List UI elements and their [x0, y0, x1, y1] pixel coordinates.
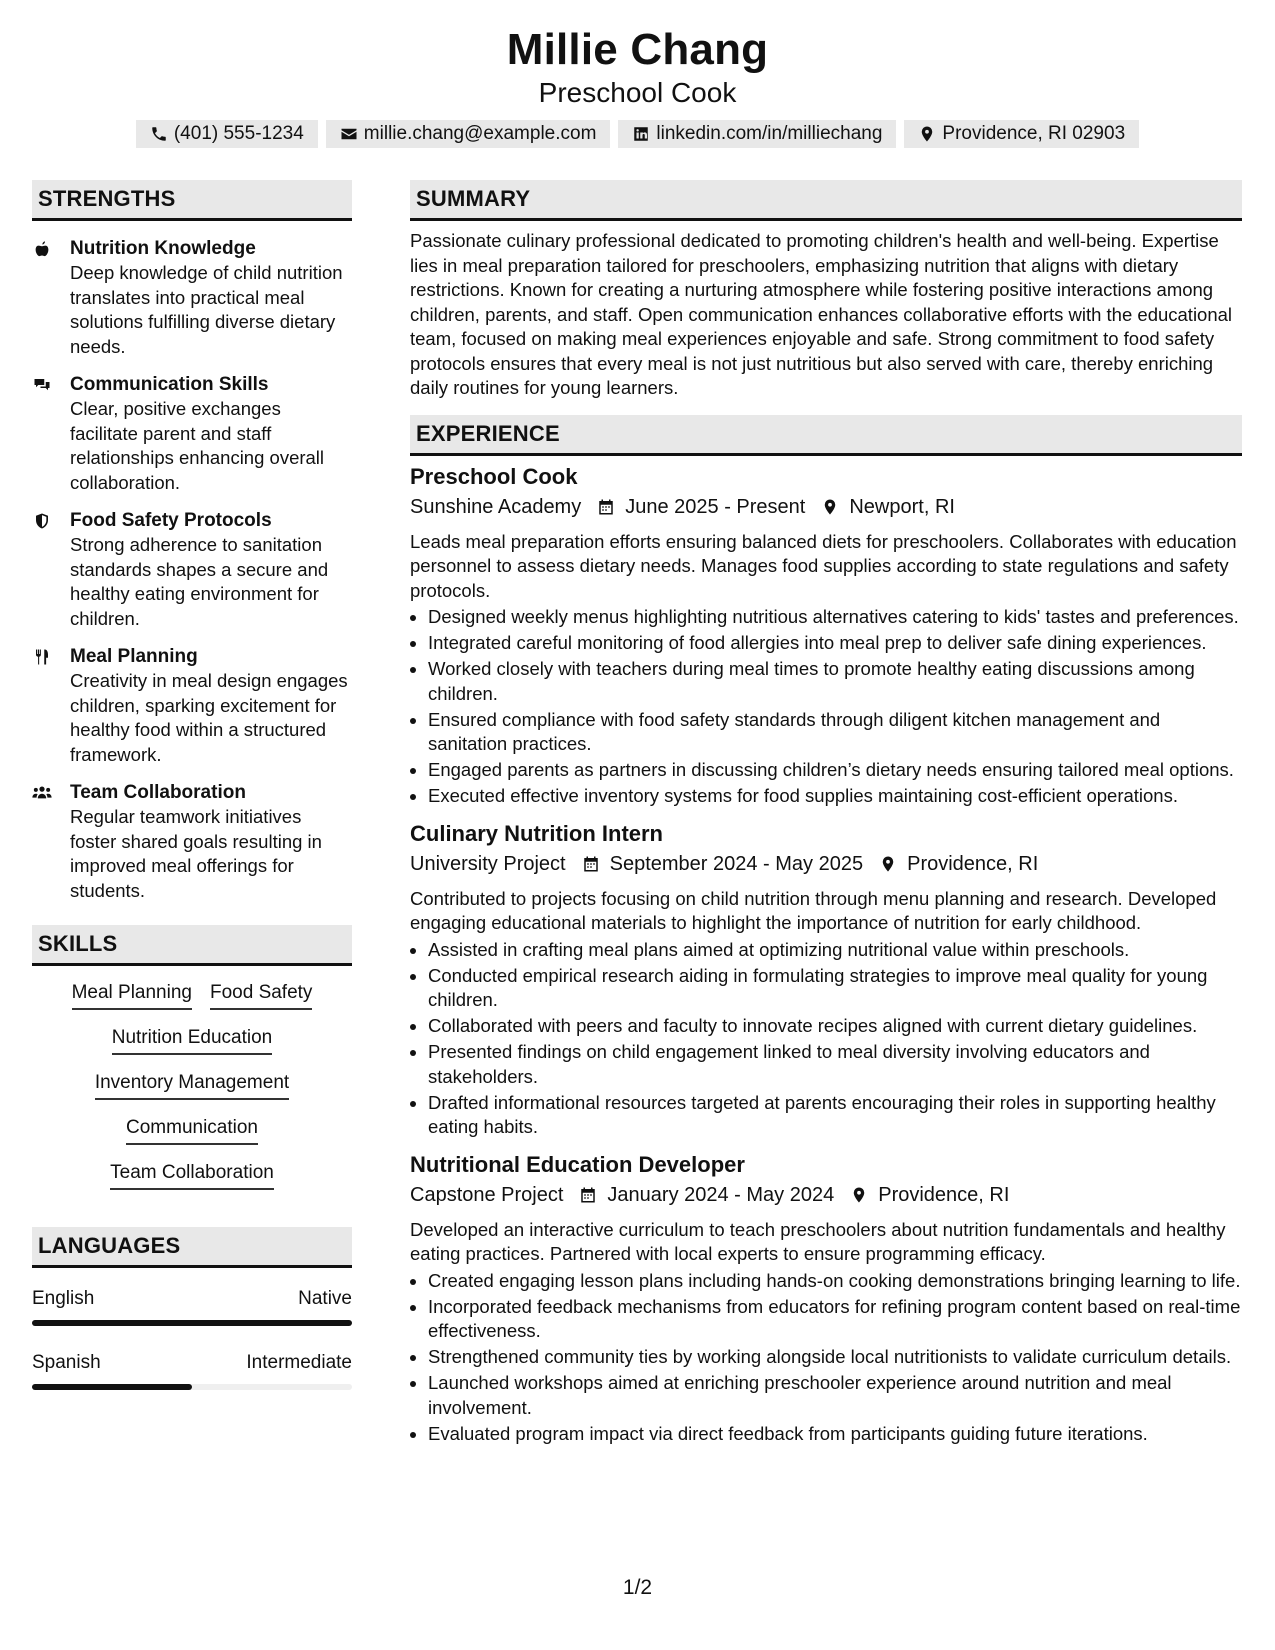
job-bullet: • Executed effective inventory systems for food supplies maintaining cost-efficient operations.: [428, 784, 1242, 809]
strength-desc: Deep knowledge of child nutrition translates into practical meal solutions fulfilling diverse dietary needs.: [70, 262, 343, 357]
job-location: Newport, RI: [849, 495, 955, 518]
contact-phone[interactable]: [136, 120, 318, 148]
job-org: Sunshine Academy: [410, 495, 582, 518]
strength-item: [32, 781, 352, 903]
job-meta: [410, 492, 1242, 522]
job-meta: [410, 1180, 1242, 1210]
strengths-list: [32, 221, 352, 903]
strength-title: Communication Skills: [70, 374, 269, 395]
skill-tag: Meal Planning: [72, 980, 192, 1010]
job-entry: [410, 819, 1242, 1140]
proficiency-bar: [32, 1320, 352, 1326]
job-location: Providence, RI: [878, 1183, 1010, 1206]
strengths-heading: STRENGTHS: [32, 180, 352, 221]
job-dates: January 2024 - May 2024: [607, 1183, 835, 1206]
job-bullets: [410, 605, 1242, 809]
summary-heading: SUMMARY: [410, 180, 1242, 221]
strength-item: [32, 237, 352, 359]
skill-tag: Nutrition Education: [112, 1025, 273, 1055]
users-icon: [32, 784, 52, 802]
candidate-name: Millie Chang: [506, 25, 769, 74]
calendar-icon: [579, 1185, 597, 1205]
contact-email[interactable]: [326, 120, 611, 148]
job-description: Contributed to projects focusing on child nutrition through menu planning and research. Developed engaging educational materials to highlight the importance of nutrition for early childhood.: [410, 887, 1217, 933]
job-location: Providence, RI: [907, 852, 1039, 875]
proficiency-bar-fill: [32, 1320, 352, 1326]
candidate-title: Preschool Cook: [538, 77, 737, 108]
job-title: Nutritional Education Developer: [410, 1151, 745, 1177]
job-bullet: • Collaborated with peers and faculty to innovate recipes aligned with current dietary guidelines.: [428, 1014, 1242, 1039]
experience-heading: EXPERIENCE: [410, 415, 1242, 456]
language-item: [32, 1352, 352, 1390]
language-item: [32, 1288, 352, 1326]
proficiency-bar-fill: [32, 1384, 192, 1390]
calendar-icon: [582, 854, 600, 874]
skills-heading: SKILLS: [32, 925, 352, 966]
job-bullet: • Strengthened community ties by working alongside local nutritionists to validate curriculum details.: [428, 1345, 1242, 1370]
strength-item: [32, 373, 352, 495]
phone-icon: [150, 125, 168, 143]
map-pin-icon: [918, 125, 936, 143]
job-bullet: • Integrated careful monitoring of food allergies into meal prep to deliver safe dining experiences.: [428, 631, 1242, 656]
job-entry: [410, 1150, 1242, 1447]
job-bullet: • Assisted in crafting meal plans aimed at optimizing nutritional value within preschools.: [428, 938, 1242, 963]
languages-list: [32, 1288, 352, 1390]
job-description: Leads meal preparation efforts ensuring balanced diets for preschoolers. Collaborates with education personnel to assess dietary needs. Manages food supplies according to state regulations and safety protocols.: [410, 530, 1237, 601]
language-name: Spanish: [32, 1352, 101, 1373]
job-bullet: • Drafted informational resources targeted at parents encouraging their roles in supporting healthy eating habits.: [428, 1091, 1242, 1140]
job-entry: [410, 462, 1242, 809]
strength-item: [32, 509, 352, 631]
job-bullet: • Ensured compliance with food safety standards through diligent kitchen management and sanitation practices.: [428, 708, 1242, 757]
linkedin-icon: [632, 125, 650, 143]
job-bullet: • Worked closely with teachers during meal times to promote healthy eating discussions among children.: [428, 657, 1242, 706]
strength-desc: Regular teamwork initiatives foster shared goals resulting in improved meal offerings for students.: [70, 806, 322, 901]
job-bullet: • Incorporated feedback mechanisms from educators for refining program content based on real-time effectiveness.: [428, 1295, 1242, 1344]
language-level: Native: [298, 1288, 352, 1309]
job-dates: September 2024 - May 2025: [609, 852, 864, 875]
strength-item: [32, 645, 352, 767]
left-column: [32, 180, 352, 1390]
job-bullet: • Engaged parents as partners in discussing children’s dietary needs ensuring tailored meal options.: [428, 758, 1242, 783]
skill-tag: Team Collaboration: [110, 1160, 274, 1190]
phone-text: (401) 555-1234: [173, 123, 304, 144]
job-description: Developed an interactive curriculum to teach preschoolers about nutrition fundamentals and healthy eating practices. Partnered with local experts to ensure programming efficacy.: [410, 1218, 1226, 1264]
language-level: Intermediate: [246, 1352, 352, 1373]
email-text: millie.chang@example.com: [363, 123, 597, 144]
language-name: English: [32, 1288, 95, 1309]
proficiency-bar: [32, 1384, 352, 1390]
calendar-icon: [597, 497, 615, 517]
map-pin-icon: [821, 497, 839, 517]
strength-title: Meal Planning: [70, 646, 198, 667]
skills-list: [32, 966, 352, 1205]
strength-desc: Clear, positive exchanges facilitate parent and staff relationships enhancing overall collaboration.: [70, 398, 325, 493]
job-bullet: • Created engaging lesson plans including hands-on cooking demonstrations bringing learning to life.: [428, 1269, 1242, 1294]
job-title: Preschool Cook: [410, 463, 578, 489]
job-bullet: • Launched workshops aimed at enriching preschooler experience around nutrition and meal involvement.: [428, 1371, 1242, 1420]
skill-tag: Food Safety: [210, 980, 312, 1010]
experience-list: [410, 462, 1242, 1447]
skill-tag: Inventory Management: [95, 1070, 289, 1100]
strength-title: Food Safety Protocols: [70, 510, 272, 531]
strength-title: Nutrition Knowledge: [70, 238, 256, 259]
languages-heading: LANGUAGES: [32, 1227, 352, 1268]
job-bullets: [410, 938, 1242, 1140]
right-column: [410, 180, 1242, 1448]
strength-title: Team Collaboration: [70, 782, 246, 803]
skill-tag: Communication: [126, 1115, 258, 1145]
chat-bubbles-icon: [32, 376, 52, 394]
contact-location[interactable]: [904, 120, 1139, 148]
shield-icon: [32, 512, 52, 530]
job-bullet: • Evaluated program impact via direct feedback from participants guiding future iterations.: [428, 1422, 1242, 1447]
job-bullet: • Presented findings on child engagement linked to meal diversity involving educators and stakeholders.: [428, 1040, 1242, 1089]
job-bullets: [410, 1269, 1242, 1447]
job-meta: [410, 849, 1242, 879]
utensils-icon: [32, 648, 52, 666]
location-text: Providence, RI 02903: [942, 123, 1126, 144]
job-org: Capstone Project: [410, 1183, 564, 1206]
page-number: 1/2: [622, 1576, 653, 1599]
contact-bar: [0, 120, 1275, 148]
map-pin-icon: [850, 1185, 868, 1205]
job-title: Culinary Nutrition Intern: [410, 820, 663, 846]
linkedin-text: linkedin.com/in/milliechang: [656, 123, 883, 144]
job-bullet: • Designed weekly menus highlighting nutritious alternatives catering to kids' tastes and preferences.: [428, 605, 1242, 630]
apple-icon: [32, 240, 52, 258]
summary-text: Passionate culinary professional dedicated to promoting children's health and well-being. Expertise lies in meal preparation tailored for preschoolers, emphasizing nutrition that aligns with dietary restrictions. Known for creating a nurturing atmosphere while fostering positive interactions among children, parents, and staff. Open communication enhances collaborative efforts with the educational team, focused on making meal experiences enjoyable and safe. Strong commitment to food safety protocols ensures that every meal is not just nutritious but also served with care, thereby enriching daily routines for young learners.: [410, 230, 1233, 398]
resume-header: [0, 0, 1275, 148]
contact-linkedin[interactable]: [618, 120, 896, 148]
envelope-icon: [340, 125, 358, 143]
job-dates: June 2025 - Present: [625, 495, 806, 518]
job-bullet: • Conducted empirical research aiding in formulating strategies to improve meal quality for young children.: [428, 964, 1242, 1013]
job-org: University Project: [410, 852, 566, 875]
strength-desc: Creativity in meal design engages children, sparking excitement for healthy food within a structured framework.: [70, 670, 348, 765]
map-pin-icon: [879, 854, 897, 874]
strength-desc: Strong adherence to sanitation standards shapes a secure and healthy eating environment for children.: [70, 534, 329, 629]
